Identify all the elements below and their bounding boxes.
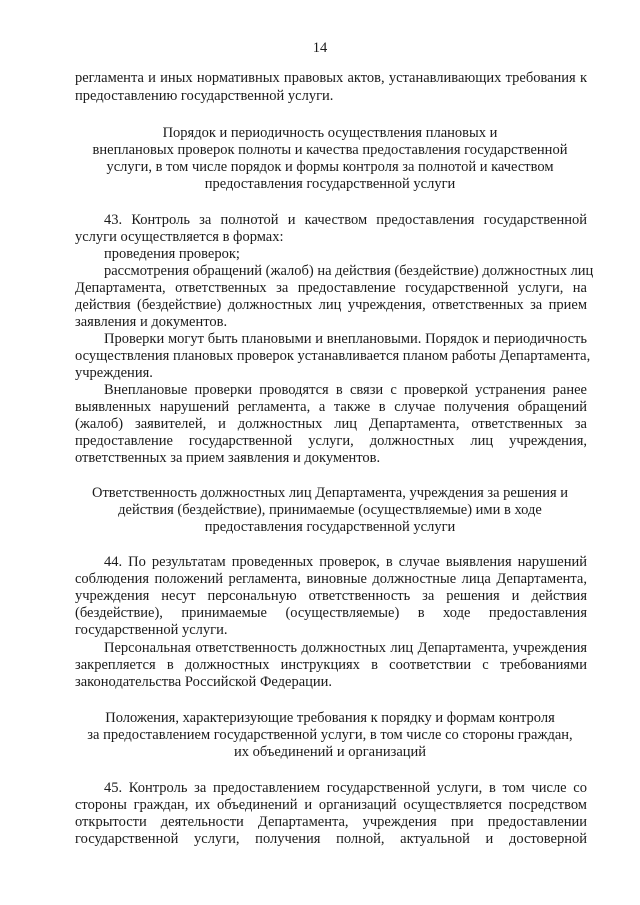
section-heading-line: внеплановых проверок полноты и качества предоставления государственной	[92, 142, 568, 158]
paragraph-line: Департамента, ответственных за предоставление государственной услуги, на	[75, 280, 587, 296]
paragraph-line: выявленных нарушений регламента, а также в случае получения обращений	[75, 399, 587, 415]
section-heading-line: Порядок и периодичность осуществления плановых и	[162, 125, 498, 141]
paragraph-line: учреждения.	[75, 365, 153, 381]
paragraph-line: 44. По результатам проведенных проверок, в случае выявления нарушений	[104, 554, 587, 570]
section-heading-line: предоставления государственной услуги	[204, 176, 456, 192]
section-heading-line: Ответственность должностных лиц Департамента, учреждения за решения и	[91, 485, 569, 501]
paragraph-line: государственной услуги.	[75, 622, 228, 638]
paragraph-line: Внеплановые проверки проводятся в связи с проверкой устранения ранее	[104, 382, 587, 398]
paragraph-line: регламента и иных нормативных правовых актов, устанавливающих требования к	[75, 70, 587, 86]
paragraph-line: (жалоб) заявителей, и должностных лиц Департамента, ответственных за	[75, 416, 587, 432]
paragraph-line: (бездействие), принимаемые (осуществляемые) в ходе предоставления	[75, 605, 587, 621]
paragraph-line: Персональная ответственность должностных лиц Департамента, учреждения	[104, 640, 587, 656]
section-heading-line: их объединений и организаций	[233, 744, 427, 760]
section-heading-line: за предоставлением государственной услуги, в том числе со стороны граждан,	[87, 727, 573, 743]
section-heading-line: Положения, характеризующие требования к порядку и формам контроля	[105, 710, 555, 726]
section-heading-line: действия (бездействие), принимаемые (осуществляемые) ими в ходе	[118, 502, 542, 518]
paragraph-line: законодательства Российской Федерации.	[75, 674, 333, 690]
paragraph-line: предоставление государственной услуги, должностных лиц учреждения,	[75, 433, 587, 449]
paragraph-line: государственной услуги, получения полной, актуальной и достоверной	[75, 831, 587, 847]
paragraph-line: Проверки могут быть плановыми и внеплановыми. Порядок и периодичность	[104, 331, 587, 347]
paragraph-line: осуществления плановых проверок устанавливается планом работы Департамента,	[75, 348, 591, 364]
paragraph-line: ответственных за прием заявления и документов.	[75, 450, 381, 466]
paragraph-line: 43. Контроль за полнотой и качеством предоставления государственной	[104, 212, 587, 228]
paragraph-line: соблюдения положений регламента, виновные должностные лица Департамента,	[75, 571, 587, 587]
paragraph-line: рассмотрения обращений (жалоб) на действия (бездействие) должностных лиц	[104, 263, 594, 279]
section-heading-line: предоставления государственной услуги	[204, 519, 456, 535]
page-number: 14	[312, 40, 328, 56]
paragraph-line: учреждения несут персональную ответственность за решения и действия	[75, 588, 587, 604]
paragraph-line: стороны граждан, их объединений и организаций осуществляется посредством	[75, 797, 587, 813]
paragraph-line: 45. Контроль за предоставлением государственной услуги, в том числе со	[104, 780, 587, 796]
paragraph-line: заявления и документов.	[75, 314, 228, 330]
paragraph-line: открытости деятельности Департамента, учреждения при предоставлении	[75, 814, 587, 830]
paragraph-line: предоставлению государственной услуги.	[75, 88, 334, 104]
paragraph-line: закрепляется в должностных инструкциях в соответствии с требованиями	[75, 657, 587, 673]
paragraph-line: проведения проверок;	[104, 246, 240, 262]
paragraph-line: услуги осуществляется в формах:	[75, 229, 284, 245]
paragraph-line: действия (бездействие) должностных лиц учреждения, ответственных за прием	[75, 297, 587, 313]
section-heading-line: услуги, в том числе порядок и формы контроля за полнотой и качеством	[106, 159, 554, 175]
